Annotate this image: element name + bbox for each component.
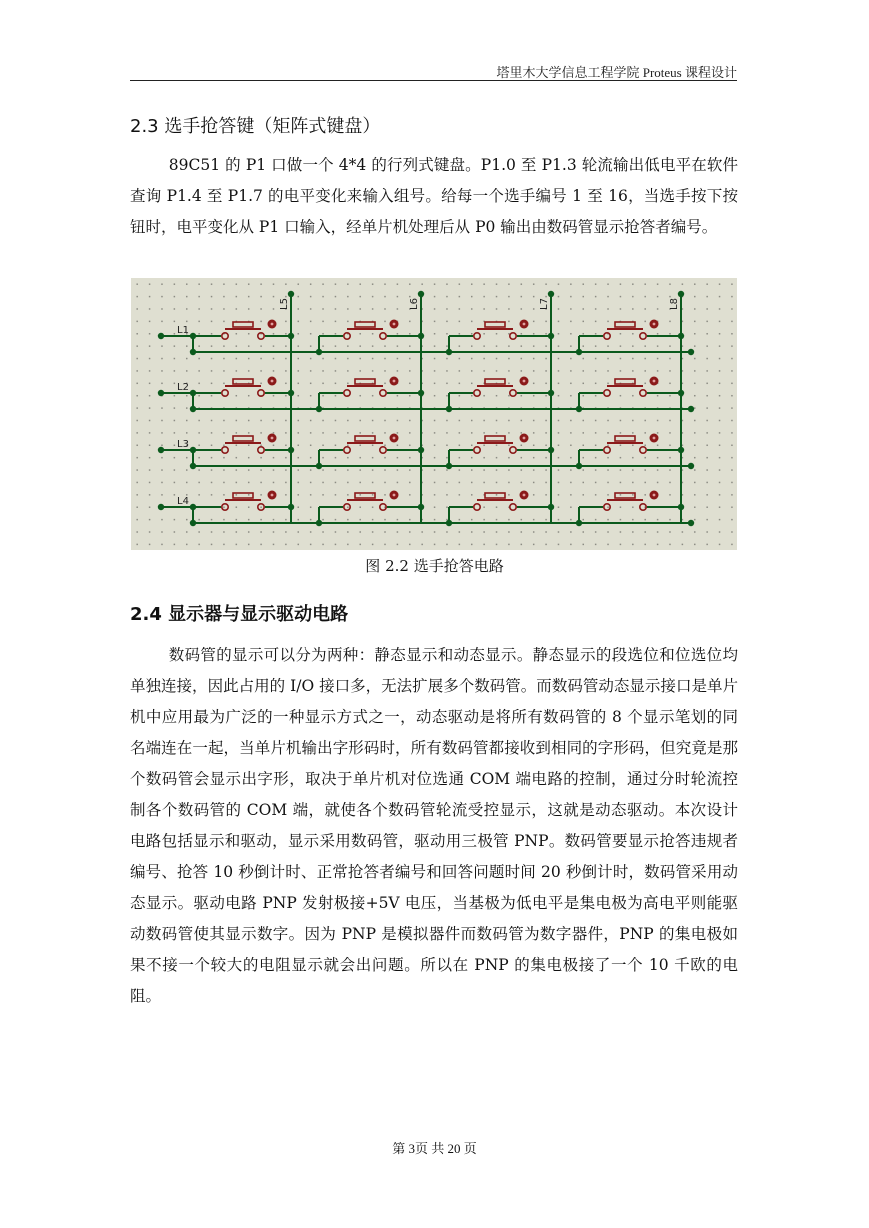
button-plunger: [233, 436, 253, 441]
button-terminal: [258, 504, 264, 510]
column-label: L7: [539, 298, 550, 310]
button-terminal: [258, 333, 264, 339]
junction-dot: [446, 406, 452, 412]
row-label: L2: [177, 382, 189, 393]
junction-dot: [418, 390, 424, 396]
button-terminal: [344, 504, 350, 510]
junction-dot: [576, 349, 582, 355]
keypad-circuit-diagram: [131, 278, 737, 550]
section-heading-2-4: 2.4 显示器与显示驱动电路: [130, 604, 349, 625]
junction-dot: [548, 447, 554, 453]
junction-dot: [446, 349, 452, 355]
button-terminal: [344, 333, 350, 339]
button-terminal: [380, 447, 386, 453]
button-state-highlight: [523, 380, 526, 383]
column-label: L8: [669, 298, 680, 310]
button-terminal: [474, 390, 480, 396]
button-terminal: [380, 333, 386, 339]
button-plunger: [485, 322, 505, 327]
button-plunger: [355, 493, 375, 498]
junction-dot: [418, 291, 424, 297]
section-heading-2-3: 2.3 选手抢答键（矩阵式键盘）: [130, 116, 381, 137]
button-terminal: [258, 390, 264, 396]
junction-dot: [678, 390, 684, 396]
junction-dot: [316, 349, 322, 355]
button-terminal: [222, 333, 228, 339]
button-plunger: [615, 379, 635, 384]
junction-dot: [316, 463, 322, 469]
figure-caption: 图 2.2 选手抢答电路: [365, 557, 504, 575]
junction-dot: [678, 333, 684, 339]
column-label: L5: [279, 298, 290, 310]
button-state-highlight: [653, 437, 656, 440]
button-state-highlight: [653, 323, 656, 326]
row-label: L4: [177, 496, 189, 507]
button-state-highlight: [653, 380, 656, 383]
junction-dot: [548, 291, 554, 297]
button-terminal: [510, 333, 516, 339]
junction-dot: [678, 447, 684, 453]
junction-dot: [316, 406, 322, 412]
button-terminal: [380, 504, 386, 510]
button-terminal: [510, 447, 516, 453]
junction-dot: [688, 463, 694, 469]
button-terminal: [604, 390, 610, 396]
button-terminal: [604, 504, 610, 510]
button-terminal: [344, 390, 350, 396]
button-plunger: [485, 379, 505, 384]
button-terminal: [258, 447, 264, 453]
section-2-3-paragraph: 89C51 的 P1 口做一个 4*4 的行列式键盘。P1.0 至 P1.3 轮流输出低电平在软件查询 P1.4 至 P1.7 的电平变化来输入组号。给每一个选手编号 1 至 16，当选手按下按钮时，电平变化从 P1 口输入，经单片机处理后从 P0 输出由数码管显示抢答者编号。: [130, 156, 738, 236]
button-terminal: [380, 390, 386, 396]
button-terminal: [474, 447, 480, 453]
button-terminal: [474, 333, 480, 339]
button-state-highlight: [393, 437, 396, 440]
button-terminal: [640, 504, 646, 510]
button-plunger: [233, 493, 253, 498]
junction-dot: [548, 504, 554, 510]
button-state-highlight: [271, 494, 274, 497]
button-terminal: [222, 390, 228, 396]
junction-dot: [316, 520, 322, 526]
button-state-highlight: [271, 380, 274, 383]
row-label: L1: [177, 325, 189, 336]
section-2-4-paragraph: 数码管的显示可以分为两种：静态显示和动态显示。静态显示的段选位和位选位均单独连接，因此占用的 I/O 接口多，无法扩展多个数码管。而数码管动态显示接口是单片机中应用最为广泛的一种显示方式之一，动态驱动是将所有数码管的 8 个显示笔划的同名端连在一起，当单片机输出字形码时，所有数码管都接收到相同的字形码，但究竟是那个数码管会显示出字形，取决于单片机对位选通 COM 端电路的控制，通过分时轮流控制各个数码管的 COM 端，就使各个数码管轮流受控显示，这就是动态驱动。本次设计电路包括显示和驱动，显示采用数码管，驱动用三极管 PNP。数码管要显示抢答违规者编号、抢答 10 秒倒计时、正常抢答者编号和回答问题时间 20 秒倒计时，数码管采用动态显示。驱动电路 PNP 发射极接+5V 电压，当基极为低电平是集电极为高电平则能驱动数码管使其显示数字。因为 PNP 是模拟器件而数码管为数字器件，PNP 的集电极如果不接一个较大的电阻显示就会出问题。所以在 PNP 的集电极接了一个 10 千欧的电阻。: [130, 646, 738, 1005]
button-state-highlight: [523, 437, 526, 440]
junction-dot: [688, 406, 694, 412]
junction-dot: [576, 520, 582, 526]
button-plunger: [485, 436, 505, 441]
junction-dot: [288, 504, 294, 510]
button-terminal: [474, 504, 480, 510]
button-state-highlight: [271, 323, 274, 326]
button-state-highlight: [653, 494, 656, 497]
page-header: [130, 60, 737, 81]
button-plunger: [355, 322, 375, 327]
button-plunger: [233, 322, 253, 327]
junction-dot: [548, 390, 554, 396]
junction-dot: [446, 520, 452, 526]
junction-dot: [418, 333, 424, 339]
button-terminal: [222, 447, 228, 453]
junction-dot: [418, 447, 424, 453]
junction-dot: [288, 447, 294, 453]
junction-dot: [688, 349, 694, 355]
junction-dot: [288, 390, 294, 396]
button-plunger: [355, 436, 375, 441]
button-state-highlight: [393, 380, 396, 383]
junction-dot: [576, 406, 582, 412]
button-terminal: [604, 333, 610, 339]
row-label: L3: [177, 439, 189, 450]
junction-dot: [548, 333, 554, 339]
button-plunger: [233, 379, 253, 384]
junction-dot: [288, 291, 294, 297]
button-plunger: [615, 493, 635, 498]
page-footer: 第 3页 共 20 页: [392, 1141, 477, 1156]
junction-dot: [446, 463, 452, 469]
button-terminal: [640, 447, 646, 453]
junction-dot: [678, 291, 684, 297]
junction-dot: [678, 504, 684, 510]
button-terminal: [344, 447, 350, 453]
junction-dot: [418, 504, 424, 510]
button-plunger: [615, 436, 635, 441]
button-terminal: [510, 504, 516, 510]
button-terminal: [222, 504, 228, 510]
button-state-highlight: [271, 437, 274, 440]
button-plunger: [355, 379, 375, 384]
button-terminal: [640, 333, 646, 339]
button-state-highlight: [393, 323, 396, 326]
header-title: 塔里木大学信息工程学院 Proteus 课程设计: [496, 65, 737, 80]
button-state-highlight: [523, 323, 526, 326]
column-label: L6: [409, 298, 420, 310]
junction-dot: [288, 333, 294, 339]
button-plunger: [615, 322, 635, 327]
button-terminal: [604, 447, 610, 453]
button-state-highlight: [523, 494, 526, 497]
button-terminal: [640, 390, 646, 396]
button-state-highlight: [393, 494, 396, 497]
junction-dot: [576, 463, 582, 469]
button-terminal: [510, 390, 516, 396]
button-plunger: [485, 493, 505, 498]
keypad-circuit-figure: [131, 278, 737, 550]
